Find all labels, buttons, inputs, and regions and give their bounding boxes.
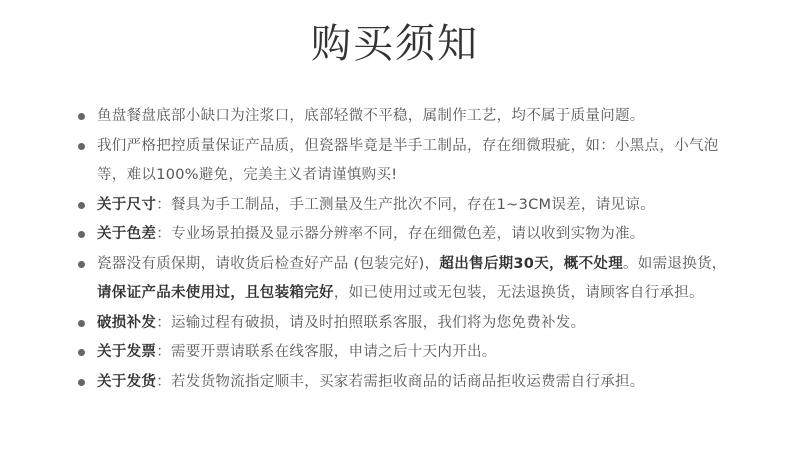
notice-text: ，如已使用过或无包装，无法退换货，请顾客自行承担。 (333, 285, 704, 301)
notice-list (0, 102, 790, 397)
bullet-icon (78, 349, 85, 356)
notice-text: 。如需退换货， (623, 255, 727, 272)
notice-label: 关于发票 (97, 344, 157, 360)
bullet-icon (78, 320, 85, 327)
notice-item-shipping (0, 368, 790, 398)
notice-text: ：需要开票请联系在线客服，申请之后十天内开出。 (156, 344, 497, 360)
notice-label: 关于色差 (97, 226, 157, 242)
notice-text: 瓷器没有质保期，请收货后检查好产品 (包装完好)， (97, 255, 440, 272)
notice-item-damage (0, 309, 790, 339)
notice-item-injection-port (0, 102, 790, 132)
notice-label: 关于尺寸 (97, 196, 157, 213)
notice-text: ：餐具为手工制品，手工测量及生产批次不同，存在1~3CM误差，请见谅。 (156, 196, 655, 213)
notice-text: ：运输过程有破损，请及时拍照联系客服，我们将为您免费补发。 (156, 314, 586, 331)
bullet-icon (78, 379, 85, 386)
notice-emphasis: 超出售后期30天，概不处理 (439, 255, 623, 272)
notice-label: 关于发货 (97, 373, 157, 390)
notice-text: ：若发货物流指定顺丰，买家若需拒收商品的话商品拒收运费需自行承担。 (156, 373, 645, 390)
notice-item-return-policy (0, 250, 790, 309)
notice-item-invoice (0, 338, 790, 368)
notice-item-size (0, 191, 790, 221)
notice-text: 我们严格把控质量保证产品质，但瓷器毕竟是半手工制品，存在细微瑕疵，如：小黑点，小气泡等，难以100%避免，完美主义者请谨慎购买! (97, 137, 719, 183)
bullet-icon (78, 113, 85, 120)
bullet-icon (78, 261, 85, 268)
bullet-icon (78, 231, 85, 238)
notice-text: ：专业场景拍摄及显示器分辨率不同，存在细微色差，请以收到实物为准。 (156, 226, 645, 242)
notice-label: 破损补发 (97, 314, 157, 331)
notice-emphasis: 请保证产品未使用过，且包装箱完好 (97, 285, 334, 301)
notice-item-quality (0, 132, 790, 191)
notice-item-color (0, 220, 790, 250)
page-title: 购买须知 (311, 21, 479, 67)
notice-text: 鱼盘餐盘底部小缺口为注浆口，底部轻微不平稳，属制作工艺，均不属于质量问题。 (97, 108, 645, 124)
bullet-icon (78, 202, 85, 209)
bullet-icon (78, 143, 85, 150)
